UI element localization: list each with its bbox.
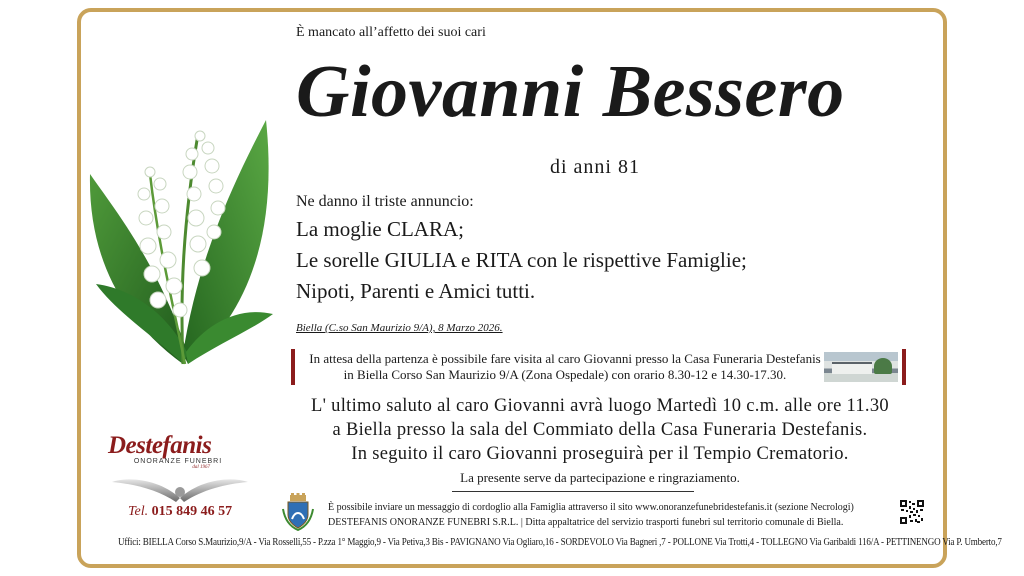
funeral-home-photo [824,352,898,382]
visit-info-box [291,349,906,385]
ceremony-line: In seguito il caro Giovanni proseguirà per il Tempio Crematorio. [351,444,849,464]
tel-number: 015 849 46 57 [151,504,233,519]
qr-code-icon[interactable] [900,500,924,524]
brand-subtitle: ONORANZE FUNEBRI [133,458,223,465]
telephone[interactable] [128,504,232,520]
ceremony-info [280,394,920,466]
lily-of-the-valley-illustration [88,114,278,370]
brand-since: dal 1967 [192,465,210,470]
condolence-message [328,500,894,530]
ceremony-line: a Biella presso la sala del Commiato della Casa Funeraria Destefanis. [332,420,868,440]
ceremony-line: L' ultimo saluto al caro Giovanni avrà luogo Martedì 10 c.m. alle ore 11.30 [311,396,889,416]
tel-label: Tel. [128,504,149,519]
family-line: Le sorelle GIULIA e RITA con le rispettive Famiglie; [296,248,747,272]
age-text: di anni 81 [550,156,640,178]
offices-list: Uffici: BIELLA Corso S.Maurizio,9/A - Via Rosselli,55 - P.zza 1° Maggio,9 - Via Petiva,3 Bis - PAVIGNANO Via Ogliaro,16 - SORDEVOLO Via Bagneri ,7 - POLLONE Via Trotti,4 - TOLLEGNO Via Garibaldi 116/A - PETTINENGO Via P. Umberto,7 [118,537,1002,548]
message-line: DESTEFANIS ONORANZE FUNEBRI S.R.L. | Ditta appaltatrice del servizio trasporti funebri sul territorio comunale di Biella. [328,517,844,528]
announce-heading: Ne danno il triste annuncio: [296,193,474,210]
participation-text: La presente serve da partecipazione e ringraziamento. [460,470,740,485]
brand-name: Destefanis [108,432,212,459]
wings-logo [110,470,250,506]
family-line: Nipoti, Parenti e Amici tutti. [296,279,536,303]
visit-line: In attesa della partenza è possibile fare visita al caro Giovanni presso la Casa Funeraria Destefanis [309,351,821,366]
family-line: La moglie CLARA; [296,217,464,241]
family-list [296,214,747,307]
visit-line: in Biella Corso San Maurizio 9/A (Zona Ospedale) con orario 8.30-12 e 14.30-17.30. [343,367,787,382]
deceased-name: Giovanni Bessero [296,51,845,133]
municipal-crest-icon [281,493,315,531]
place-date: Biella (C.so San Maurizio 9/A), 8 Marzo 2026. [296,322,503,334]
intro-text: È mancato all’affetto dei suoi cari [296,25,486,40]
brand-logo [108,432,248,470]
separator-line [452,491,694,492]
message-line: È possibile inviare un messaggio di cordoglio alla Famiglia attraverso il sito www.onoranzefunebridestefanis.it (sezione Necrologi) [328,502,854,513]
